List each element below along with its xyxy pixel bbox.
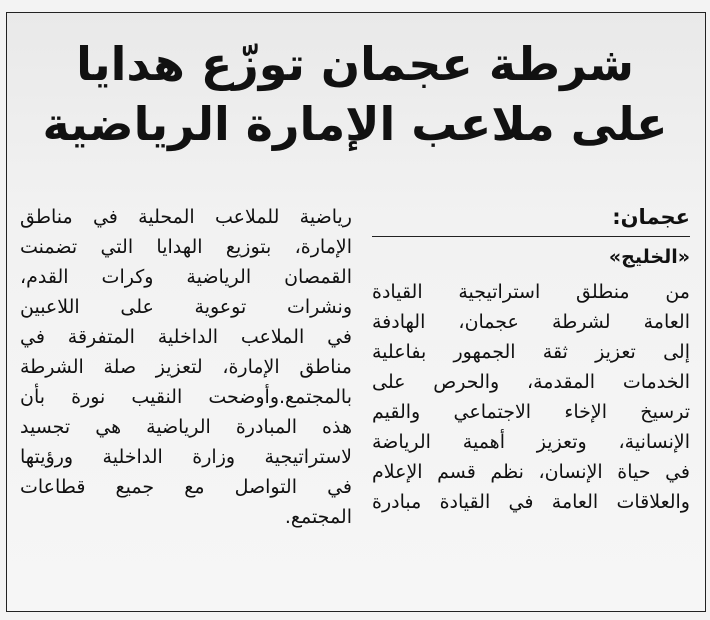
body-line: المجتمع. bbox=[284, 506, 352, 528]
body-line: والعلاقات العامة في القيادة مبادرة bbox=[372, 491, 690, 513]
article-column-right bbox=[372, 202, 690, 517]
body-line: ونشرات توعوية على اللاعبين bbox=[20, 296, 352, 318]
body-line: رياضية للملاعب المحلية في مناطق bbox=[20, 206, 352, 228]
body-line: هذه المبادرة الرياضية هي تجسيد bbox=[20, 416, 352, 438]
headline bbox=[0, 34, 710, 154]
article-body-right bbox=[372, 277, 690, 517]
byline-rule bbox=[372, 236, 690, 237]
byline-source: «الخليج» bbox=[608, 246, 690, 268]
byline-location: عجمان: bbox=[612, 205, 690, 229]
body-line: في الملاعب الداخلية المتفرقة في bbox=[20, 326, 352, 348]
body-line: إلى تعزيز ثقة الجمهور بفاعلية bbox=[372, 341, 690, 363]
body-line: في التواصل مع جميع قطاعات bbox=[20, 476, 352, 498]
body-line: من منطلق استراتيجية القيادة bbox=[372, 281, 690, 303]
article-column-left bbox=[20, 202, 352, 532]
body-line: العامة لشرطة عجمان، الهادفة bbox=[372, 311, 690, 333]
body-line: مناطق الإمارة، لتعزيز صلة الشرطة bbox=[20, 356, 352, 378]
body-line: الإمارة، بتوزيع الهدايا التي تضمنت bbox=[20, 236, 352, 258]
body-line: الخدمات المقدمة، والحرص على bbox=[372, 371, 690, 393]
body-line: بالمجتمع.وأوضحت النقيب نورة بأن bbox=[20, 386, 352, 408]
body-line: ترسيخ الإخاء الاجتماعي والقيم bbox=[372, 401, 690, 423]
headline-line-2: على ملاعب الإمارة الرياضية bbox=[42, 97, 668, 151]
body-line: في حياة الإنسان، نظم قسم الإعلام bbox=[372, 461, 690, 483]
body-line: الإنسانية، وتعزيز أهمية الرياضة bbox=[372, 431, 690, 453]
headline-line-1: شرطة عجمان توزّع هدايا bbox=[76, 37, 634, 91]
body-line: القمصان الرياضية وكرات القدم، bbox=[20, 266, 352, 288]
body-line: لاستراتيجية وزارة الداخلية ورؤيتها bbox=[20, 446, 352, 468]
